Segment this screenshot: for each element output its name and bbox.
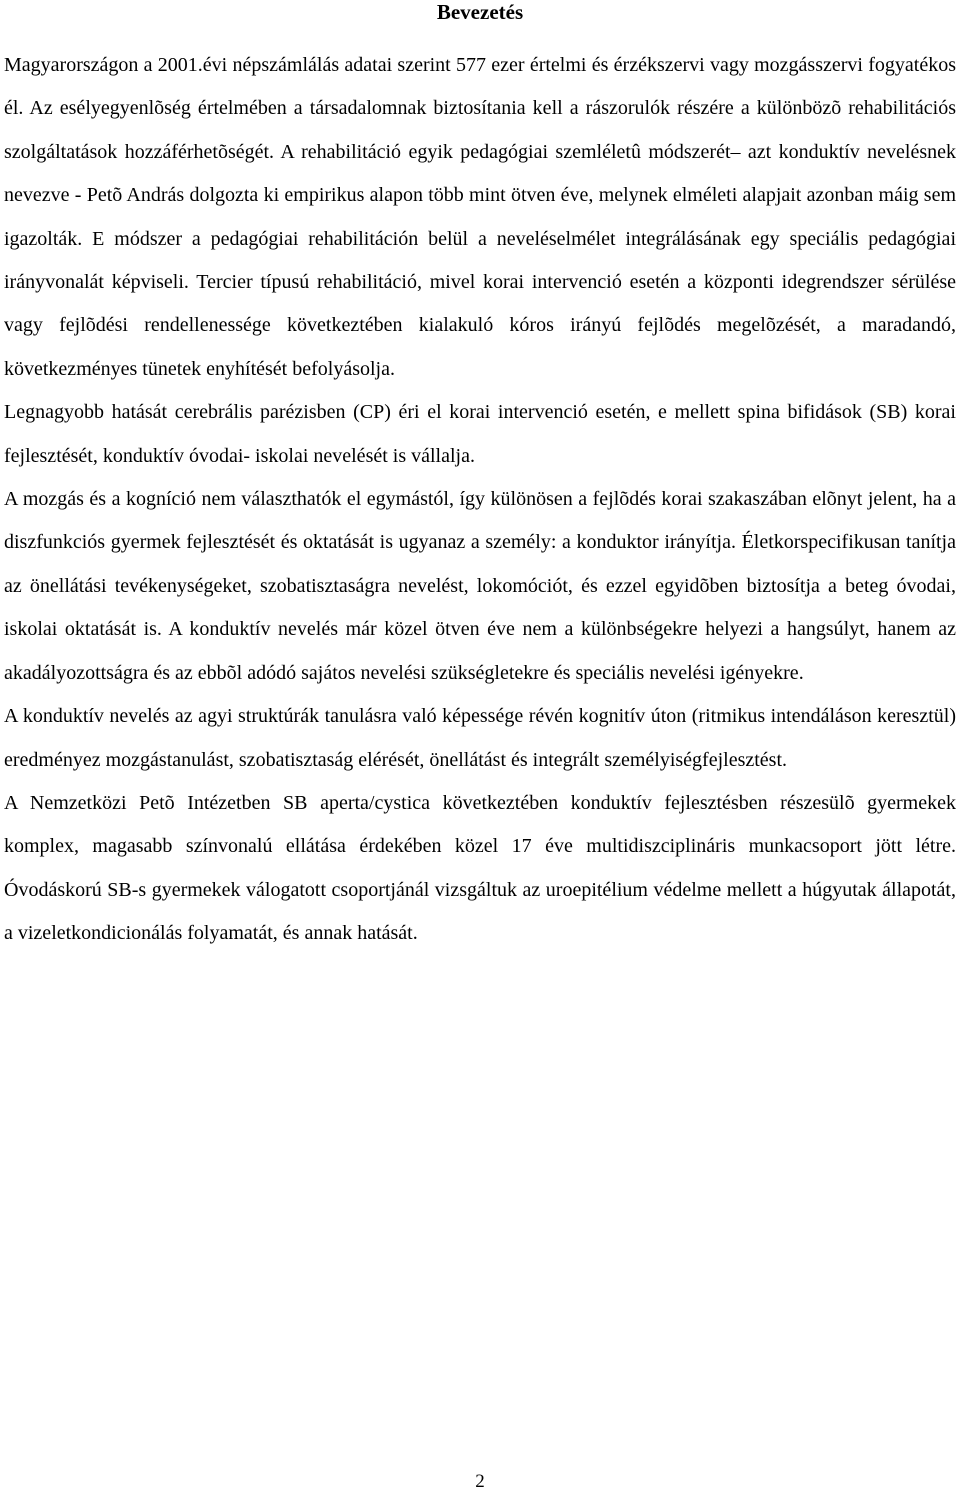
page-number: 2 — [475, 1471, 485, 1492]
paragraph-cp-sb: Legnagyobb hatását cerebrális parézisben (CP) éri el korai intervenció esetén, e mellett spina bifidások (SB) korai fejlesztését, konduktív óvodai- iskolai nevelését is vállalja. — [4, 401, 956, 467]
paragraph-movement-cognition: A mozgás és a kogníció nem választhatók el egymástól, így különösen a fejlõdés korai szakaszában elõnyt jelent, ha a diszfunkciós gyermek fejlesztését és oktatását is ugyanaz a személy: a konduktor irányítja. Életkorspecifikusan tanítja az önellátási tevékenységeket, szobatisztaságra nevelést, lokomóciót, és ezzel egyidõben biztosítja a beteg óvodai, iskolai oktatását is. A konduktív nevelés már közel ötven éve nem a különbségekre helyezi a hangsúlyt, hanem az akadályozottságra és az ebbõl adódó sajátos nevelési szükségletekre és speciális nevelési igényekre. — [4, 488, 956, 684]
paragraph-peto-institute: A Nemzetközi Petõ Intézetben SB aperta/cystica következtében konduktív fejlesztésben részesülõ gyermekek komplex, magasabb színvonalú ellátása érdekében közel 17 éve multidiszciplináris munkacsoport jött létre. Óvodáskorú SB-s gyermekek válogatott csoportjánál vizsgáltuk az uroepitélium védelme mellett a húgyutak állapotát, a vizeletkondicionálás folyamatát, és annak hatását. — [4, 791, 956, 945]
paragraph-intro: Magyarországon a 2001.évi népszámlálás adatai szerint 577 ezer értelmi és érzékszervi vagy mozgásszervi fogyatékos él. Az esélyegyenlõség értelmében a társadalomnak biztosítania kell a rászorulók részére a különbözõ rehabilitációs szolgáltatások hozzáférhetõségét. A rehabilitáció egyik pedagógiai szemléletû módszerét– azt konduktív nevelésnek nevezve - Petõ András dolgozta ki empirikus alapon több mint ötven éve, melynek elméleti alapjait azonban máig sem igazolták. E módszer a pedagógiai rehabilitáción belül a neveléselmélet integrálásának egy speciális pedagógiai irányvonalát képviseli. Tercier típusú rehabilitáció, mivel korai intervenció esetén a központi idegrendszer sérülése vagy fejlõdési rendellenessége következtében kialakuló kóros irányú fejlõdés megelõzését, a maradandó, következményes tünetek enyhítését befolyásolja. — [4, 54, 956, 380]
document-title: Bevezetés — [436, 0, 524, 24]
paragraph-conductive-education: A konduktív nevelés az agyi struktúrák tanulásra való képessége révén kognitív úton (ritmikus intendáláson keresztül) eredményez mozgástanulást, szobatisztaság elérését, önellátást és integrált személyiségfejlesztést. — [4, 705, 956, 771]
document-page — [4, 0, 956, 956]
